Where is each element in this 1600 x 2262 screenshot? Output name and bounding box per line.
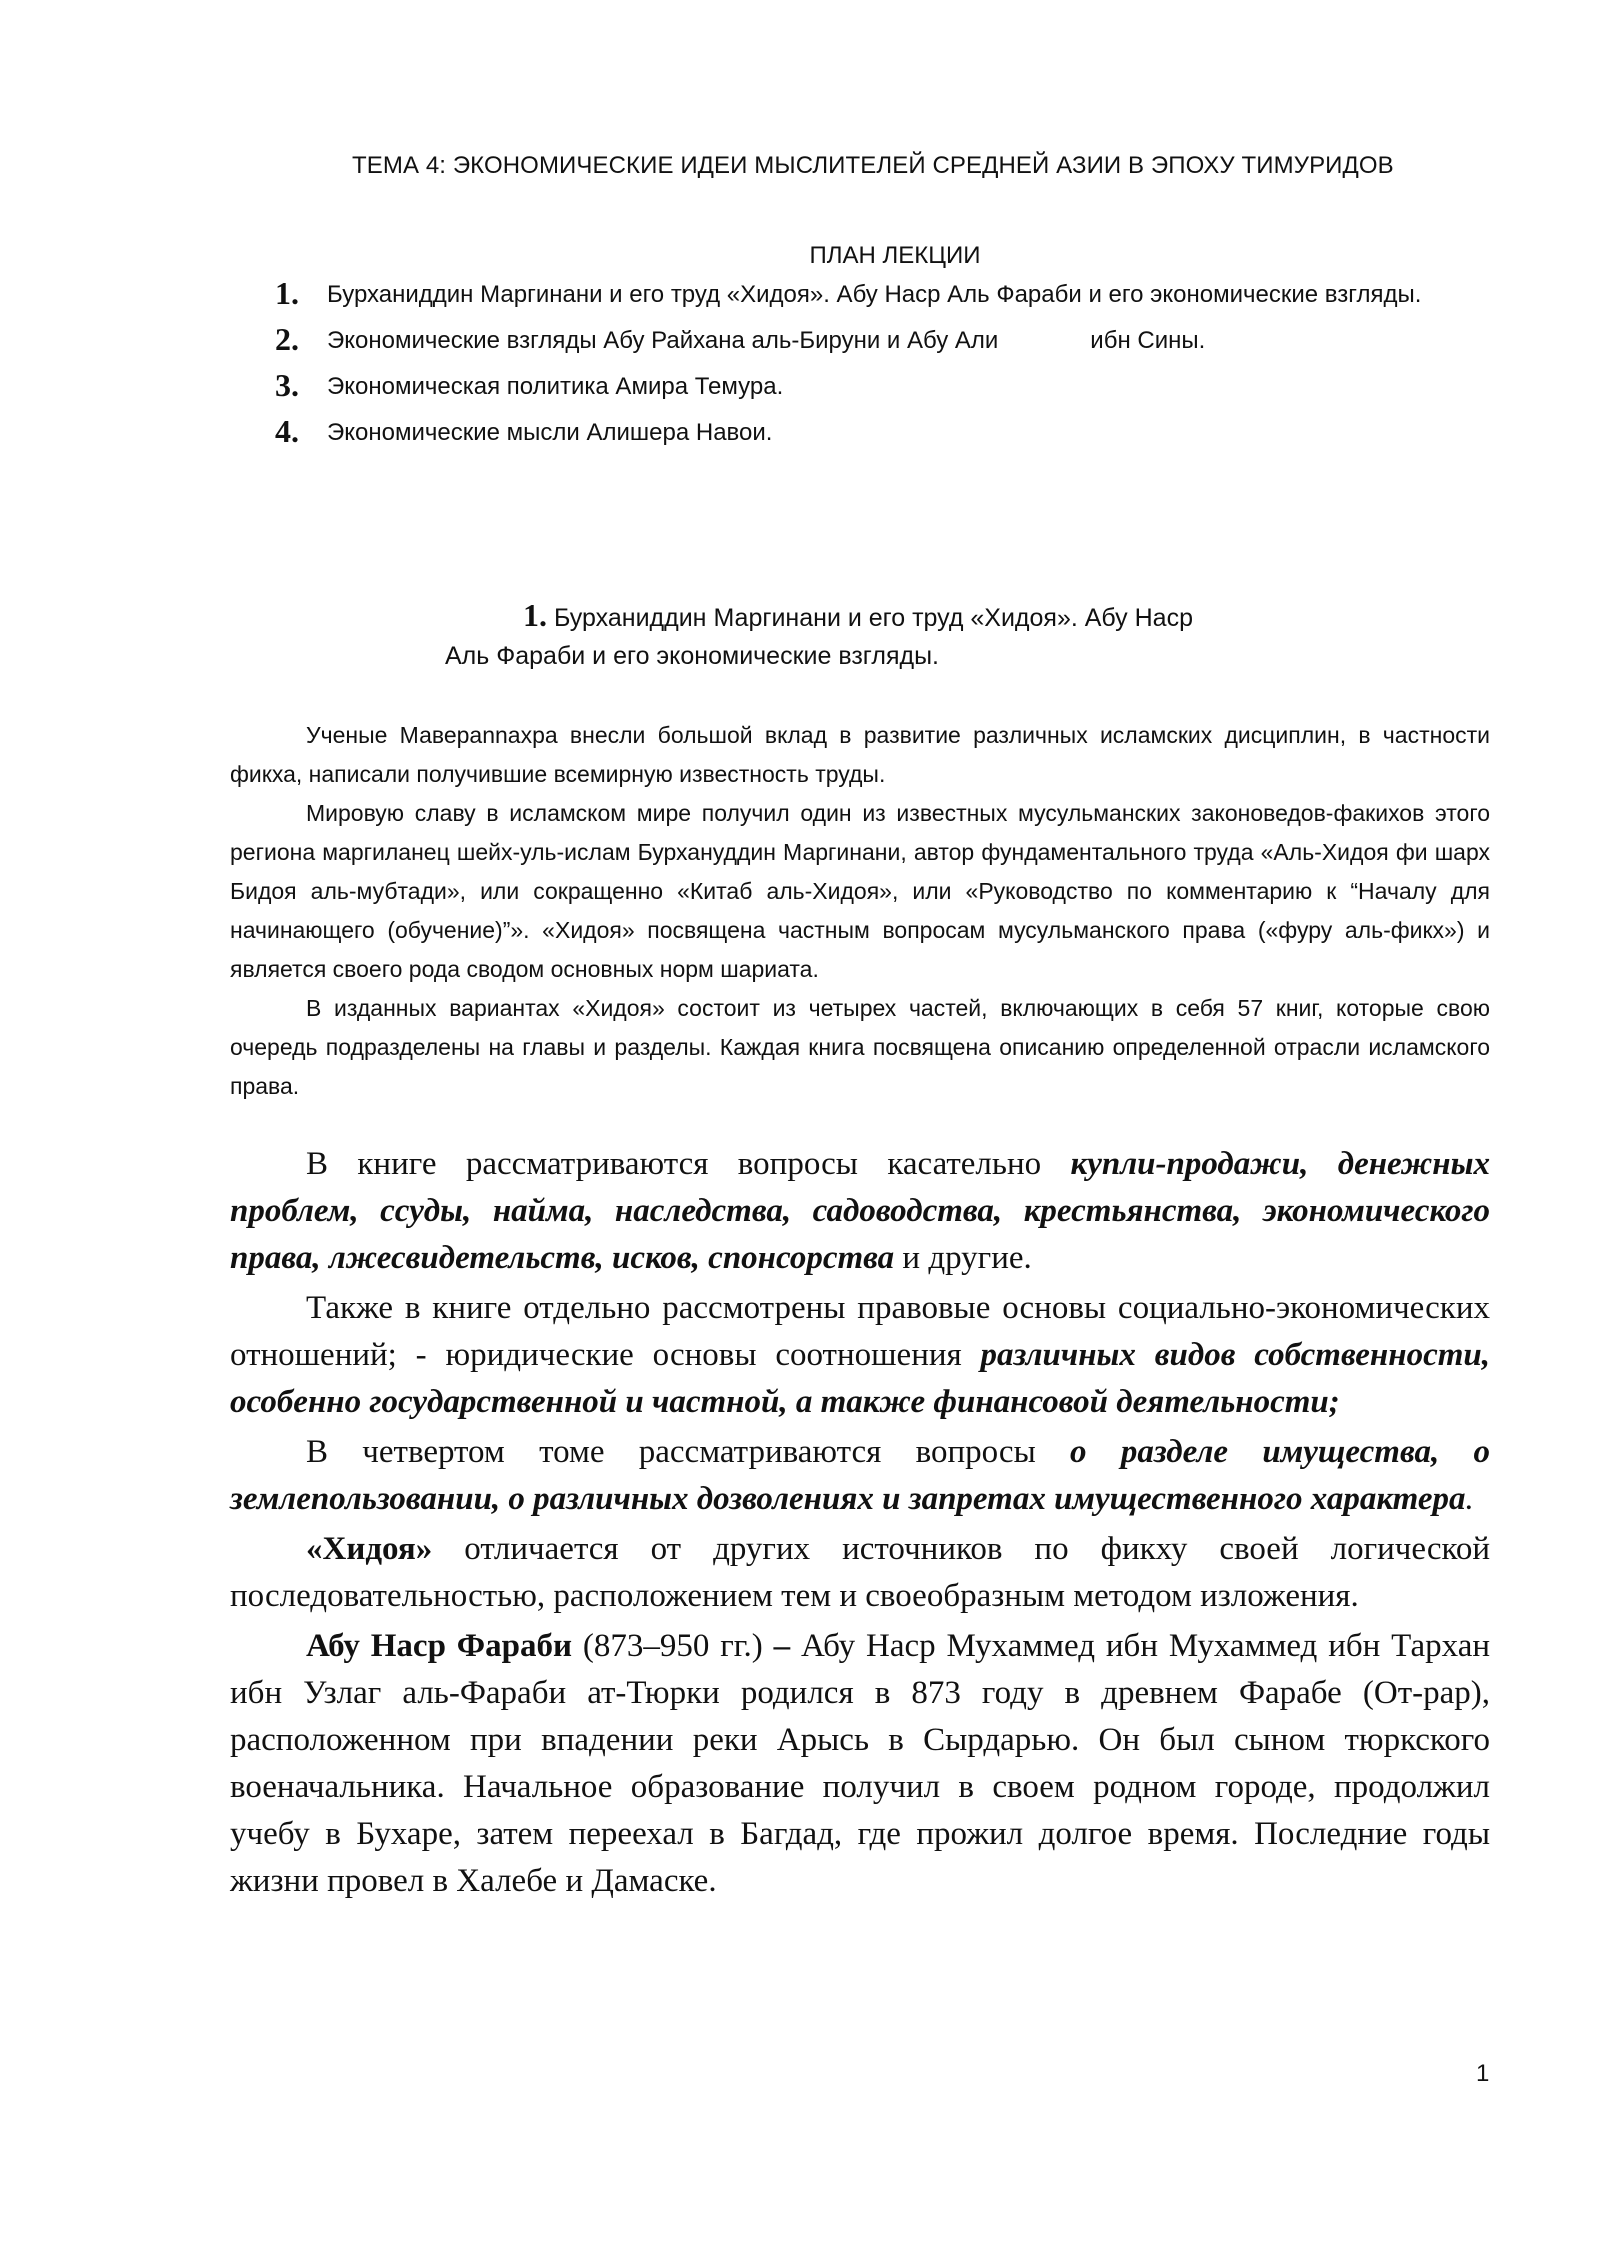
plan-item-text: Экономические мысли Алишера Навои. (327, 419, 773, 446)
bold-term: Абу Наср Фараби (306, 1628, 572, 1664)
paragraph-text: В книге рассматриваются вопросы касательно (306, 1146, 1071, 1182)
plan-item-text: Бурханиддин Маргинани и его труд «Хидоя». Абу Наср Аль Фараби и его экономические взгляды. (327, 281, 1422, 308)
paragraph (230, 1429, 1490, 1523)
paragraph (230, 1285, 1490, 1426)
document-title: ТЕМА 4: ЭКОНОМИЧЕСКИЕ ИДЕИ МЫСЛИТЕЛЕЙ СРЕДНЕЙ АЗИИ В ЭПОХУ ТИМУРИДОВ (352, 152, 1394, 179)
main-text (230, 1141, 1490, 1908)
plan-item-text: Экономическая политика Амира Темура. (327, 373, 784, 400)
plan-item-text-continued: ибн Сины. (1090, 327, 1206, 354)
plan-item (275, 367, 1475, 404)
paragraph (230, 1141, 1490, 1282)
section-number: 1. (523, 597, 547, 633)
plan-item (275, 275, 1475, 312)
paragraph: Мировую славу в исламском мире получил один из известных мусульманских законоведов-факихов этого региона маргиланец шейх-уль-ислам Бурхануддин Маргинани, автор фундаментального труда «Аль-Хидоя фи шарх Бидоя аль-мубтади», или сокращенно «Китаб аль-Хидоя», или «Руководство по комментарию к “Началу для начинающего (обучение)”». «Хидоя» посвящена частным вопросам мусульманского права («фуру аль-фикх») и является своего рода сводом основных норм шариата. (230, 800, 1490, 982)
paragraph: Ученые Маверannахра внесли большой вклад в развитие различных исламских дисциплин, в частности фикха, написали получившие всемирную известность труды. (230, 722, 1490, 787)
paragraph-text: В четвертом томе рассматриваются вопросы (306, 1434, 1071, 1470)
plan-item-number: 2. (275, 321, 299, 357)
paragraph-text: отличается от других источников по фикху своей логической последовательностью, расположением тем и своеобразным методом изложения. (230, 1531, 1490, 1614)
plan-item-number: 1. (275, 275, 299, 311)
plan-item-text: Экономические взгляды Абу Райхана аль-Бируни и Абу Али (327, 327, 999, 354)
emphasis-text: о разделе имущества, о землепользовании, о различных дозволениях и запретах имущественного характера (230, 1434, 1490, 1517)
plan-item (275, 321, 1475, 358)
plan-item (275, 413, 1475, 450)
page-number: 1 (1476, 2060, 1490, 2087)
plan-item-number: 3. (275, 367, 299, 403)
emphasis-text: купли-продажи, денежных проблем, ссуды, найма, наследства, садоводства, крестьянства, экономического права, лжесвидетельств, исков, спонсорства (230, 1146, 1491, 1276)
lecture-plan-list (275, 275, 1475, 462)
paragraph-text: и другие. (894, 1240, 1032, 1276)
section-heading-line2: Аль Фараби и его экономические взгляды. (445, 642, 939, 670)
paragraph-text: . (1465, 1481, 1474, 1517)
bold-term: «Хидоя» (306, 1531, 433, 1567)
plan-item-number: 4. (275, 413, 299, 449)
dash: – (773, 1628, 791, 1664)
section-heading (445, 596, 1345, 675)
paragraph (230, 1526, 1490, 1620)
plan-title: ПЛАН ЛЕКЦИИ (809, 242, 981, 269)
section-heading-line1: Бурханиддин Маргинани и его труд «Хидоя». Абу Наср (553, 604, 1193, 632)
emphasis-text: различных видов собственности, особенно государственной и частной, а также финансовой деятельности; (230, 1337, 1490, 1420)
paragraph: В изданных вариантах «Хидоя» состоит из четырех частей, включающих в себя 57 книг, которые свою очередь подразделены на главы и разделы. Каждая книга посвящена описанию определенной отрасли исламского права. (230, 995, 1490, 1099)
paragraph-text: Также в книге отдельно рассмотрены правовые основы социально-экономических отношений; - юридические основы соотношения (230, 1290, 1490, 1373)
paragraph-text: Абу Наср Мухаммед ибн Мухаммед ибн Тархан ибн Узлаг аль-Фараби ат-Тюрки родился в 873 году в древнем Фарабе (От-рар), расположенном при впадении реки Арысь в Сырдарью. Он был сыном тюркского военачальника. Начальное образование получил в своем родном городе, продолжил учебу в Бухаре, затем переехал в Багдад, где прожил долгое время. Последние годы жизни провел в Халебе и Дамаске. (230, 1628, 1491, 1899)
intro-text (230, 716, 1490, 1106)
paragraph (230, 1623, 1490, 1905)
paragraph-text: (873–950 гг.) (572, 1628, 774, 1664)
